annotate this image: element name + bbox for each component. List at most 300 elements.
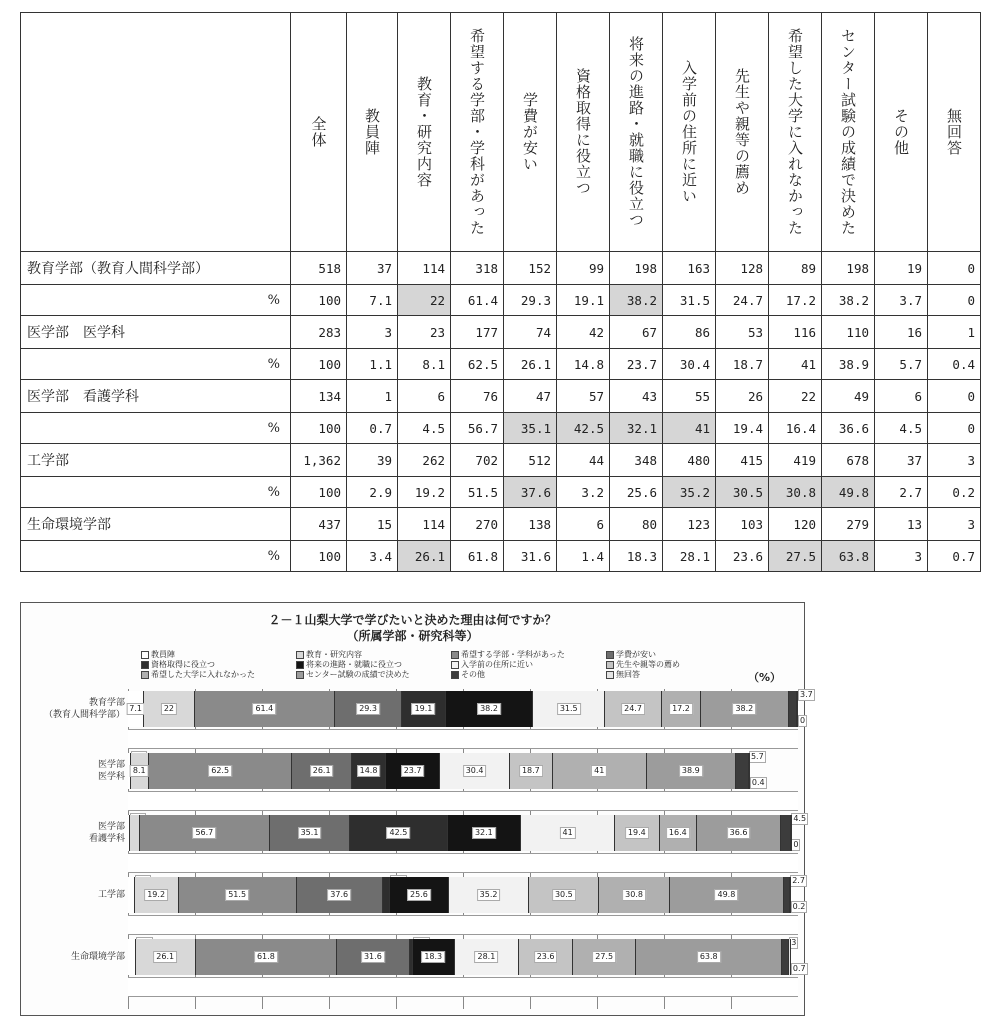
- legend-label: 先生や親等の薦め: [616, 660, 680, 669]
- count-cell: 22: [769, 380, 822, 413]
- count-cell: 37: [875, 444, 928, 477]
- count-cell: 415: [716, 444, 769, 477]
- percent-label: %: [21, 285, 291, 316]
- legend-label: 資格取得に役立つ: [151, 660, 215, 669]
- percent-cell: 18.3: [610, 541, 663, 572]
- bar-segment: [791, 815, 792, 851]
- percent-cell: 35.1: [504, 413, 557, 444]
- bar-segment: [140, 815, 270, 851]
- data-label: 23.6: [534, 951, 558, 963]
- bar-segment: [553, 753, 647, 789]
- bar-segment: [533, 691, 605, 727]
- bar-segment: [697, 815, 781, 851]
- legend-swatch: [141, 651, 149, 659]
- row-label: 教育学部（教育人間科学部）: [21, 252, 291, 285]
- data-label: 35.1: [298, 827, 322, 839]
- grid-band: [128, 853, 798, 873]
- bar-segment: [789, 691, 797, 727]
- data-label: 41: [591, 765, 607, 777]
- data-label: 61.8: [254, 951, 278, 963]
- bar-segment: [352, 753, 386, 789]
- column-header-label: 先生や親等の薦め: [733, 68, 751, 196]
- percent-cell: 17.2: [769, 285, 822, 316]
- percent-cell: 25.6: [610, 477, 663, 508]
- percent-cell: 30.4: [663, 349, 716, 380]
- percent-cell: 14.8: [557, 349, 610, 380]
- data-label: 51.5: [225, 889, 249, 901]
- row-label: 医学部 看護学科: [21, 380, 291, 413]
- count-cell: 55: [663, 380, 716, 413]
- percent-cell: 32.1: [610, 413, 663, 444]
- column-header-label: 将来の進路・就職に役立つ: [627, 36, 645, 228]
- column-header: [398, 13, 451, 252]
- count-cell: 26: [716, 380, 769, 413]
- bar-row: [128, 753, 798, 789]
- column-header-label: 無回答: [945, 108, 963, 156]
- bar-segment: [797, 691, 798, 727]
- legend-item: [296, 669, 410, 680]
- bar-segment: [440, 753, 510, 789]
- data-label: 3.7: [800, 690, 813, 699]
- count-cell: 702: [451, 444, 504, 477]
- data-label: 0: [800, 716, 806, 725]
- percent-cell: 24.7: [716, 285, 769, 316]
- plot-area: [128, 689, 813, 1009]
- bar-segment: [662, 691, 701, 727]
- data-label: 0: [793, 840, 799, 849]
- percent-cell: 37.6: [504, 477, 557, 508]
- count-cell: 110: [822, 316, 875, 349]
- percent-cell: 56.7: [451, 413, 504, 444]
- percent-cell: 29.3: [504, 285, 557, 316]
- category-label-line: 生命環境学部: [70, 952, 125, 962]
- data-label: 30.4: [463, 765, 487, 777]
- data-label: 3: [791, 938, 797, 947]
- percent-cell: 4.5: [398, 413, 451, 444]
- percent-cell: 30.8: [769, 477, 822, 508]
- count-cell: 114: [398, 252, 451, 285]
- legend-label: センター試験の成績で決めた: [306, 670, 410, 679]
- legend-swatch: [451, 671, 459, 679]
- data-label: 28.1: [474, 951, 498, 963]
- legend-swatch: [451, 651, 459, 659]
- percent-cell: 23.7: [610, 349, 663, 380]
- percent-cell: 61.4: [451, 285, 504, 316]
- percent-cell: 0.7: [928, 541, 981, 572]
- data-label: 27.5: [592, 951, 616, 963]
- count-cell: 116: [769, 316, 822, 349]
- count-cell: 152: [504, 252, 557, 285]
- percent-label: %: [21, 541, 291, 572]
- table-row-count: [21, 444, 981, 477]
- chart-title: ２－１山梨大学で学びたいと決めた理由は何ですか？: [268, 613, 557, 627]
- column-header: [822, 13, 875, 252]
- bar-segment: [128, 691, 144, 727]
- bar-row: [128, 814, 807, 851]
- data-label: 19.4: [625, 827, 649, 839]
- count-cell: 114: [398, 508, 451, 541]
- bar-segment: [670, 877, 784, 913]
- count-cell: 138: [504, 508, 557, 541]
- bar-segment: [413, 939, 455, 975]
- column-header: [291, 13, 347, 252]
- category-label-line: 医学部: [97, 822, 125, 832]
- percent-cell: 3.4: [347, 541, 398, 572]
- percent-cell: 0: [928, 285, 981, 316]
- table-row-percent: [21, 285, 981, 316]
- bar-segment: [335, 691, 402, 727]
- column-header-label: 教育・研究内容: [415, 76, 433, 188]
- bar-segment: [386, 753, 440, 789]
- percent-cell: 51.5: [451, 477, 504, 508]
- data-label: 5.7: [750, 752, 764, 761]
- bar-segment: [297, 877, 383, 913]
- column-header-label: 希望する学部・学科があった: [468, 28, 486, 236]
- percent-cell: 41: [769, 349, 822, 380]
- data-label: 0.2: [792, 902, 806, 911]
- column-header: [663, 13, 716, 252]
- legend-label: 教育・研究内容: [306, 650, 362, 659]
- bar-segment: [573, 939, 636, 975]
- data-label: 8.1: [130, 765, 149, 777]
- data-label: 7.1: [126, 703, 145, 715]
- row-label: 生命環境学部: [21, 508, 291, 541]
- category-label: [41, 889, 125, 901]
- bar-segment: [149, 753, 292, 789]
- bar-segment: [701, 691, 788, 727]
- table-corner: [21, 13, 291, 252]
- bar-segment: [521, 815, 615, 851]
- data-label: 37.6: [327, 889, 351, 901]
- table-body: [21, 252, 981, 572]
- bar-segment: [136, 939, 196, 975]
- column-header: [451, 13, 504, 252]
- percent-cell: 61.8: [451, 541, 504, 572]
- column-header: [769, 13, 822, 252]
- legend-item: [451, 669, 485, 680]
- percent-cell: 18.7: [716, 349, 769, 380]
- count-cell: 0: [928, 380, 981, 413]
- count-cell: 80: [610, 508, 663, 541]
- column-header-label: 学費が安い: [521, 92, 539, 172]
- bar-segment: [337, 939, 409, 975]
- bar-segment: [599, 877, 670, 913]
- count-cell: 348: [610, 444, 663, 477]
- bar-segment: [781, 815, 791, 851]
- category-label-line: 工学部: [97, 890, 125, 900]
- percent-cell: 41: [663, 413, 716, 444]
- grid-band: [128, 977, 798, 997]
- bar-segment: [519, 939, 573, 975]
- count-cell: 19: [875, 252, 928, 285]
- category-label-line: 医学科: [97, 772, 125, 782]
- table-row-percent: [21, 413, 981, 444]
- bar-segment: [789, 939, 791, 975]
- data-label: 23.7: [401, 765, 425, 777]
- count-cell: 279: [822, 508, 875, 541]
- percent-cell: 0.4: [928, 349, 981, 380]
- count-cell: 99: [557, 252, 610, 285]
- percent-cell: 31.6: [504, 541, 557, 572]
- bar-segment: [390, 877, 449, 913]
- percent-cell: 30.5: [716, 477, 769, 508]
- bar-row: [128, 938, 806, 975]
- data-label: 29.3: [356, 703, 380, 715]
- category-label: [41, 759, 125, 783]
- column-header: [716, 13, 769, 252]
- count-cell: 44: [557, 444, 610, 477]
- column-header-label: 資格取得に役立つ: [574, 68, 592, 196]
- bar-row: [128, 690, 813, 727]
- table-row-percent: [21, 541, 981, 572]
- bar-segment: [179, 877, 297, 913]
- data-label: 30.5: [552, 889, 576, 901]
- column-header: [347, 13, 398, 252]
- percent-cell: 63.8: [822, 541, 875, 572]
- percent-cell: 1.4: [557, 541, 610, 572]
- table-row-percent: [21, 477, 981, 508]
- percent-cell: 19.2: [398, 477, 451, 508]
- count-cell: 3: [347, 316, 398, 349]
- bar-segment: [605, 691, 662, 727]
- table-header-row: [21, 13, 981, 252]
- count-cell: 480: [663, 444, 716, 477]
- bar-segment: [350, 815, 447, 851]
- percent-cell: 38.2: [822, 285, 875, 316]
- bar-segment: [529, 877, 599, 913]
- percent-cell: 8.1: [398, 349, 451, 380]
- percent-cell: 38.2: [610, 285, 663, 316]
- percent-cell: 19.1: [557, 285, 610, 316]
- percent-cell: 100: [291, 477, 347, 508]
- count-cell: 53: [716, 316, 769, 349]
- data-label: 63.8: [697, 951, 721, 963]
- bar-row: [128, 876, 806, 913]
- bar-segment: [196, 939, 338, 975]
- count-cell: 134: [291, 380, 347, 413]
- percent-cell: 27.5: [769, 541, 822, 572]
- data-label: 4.5: [793, 814, 807, 823]
- count-cell: 67: [610, 316, 663, 349]
- count-cell: 518: [291, 252, 347, 285]
- data-label: 26.1: [310, 765, 334, 777]
- data-label: 0.4: [751, 778, 765, 787]
- data-label: 22: [161, 703, 177, 715]
- bar-segment: [402, 691, 446, 727]
- grid-band: [128, 915, 798, 935]
- percent-cell: 35.2: [663, 477, 716, 508]
- legend-swatch: [606, 671, 614, 679]
- legend-label: 無回答: [616, 670, 640, 679]
- data-label: 19.2: [144, 889, 168, 901]
- percent-cell: 7.1: [347, 285, 398, 316]
- count-cell: 123: [663, 508, 716, 541]
- percent-cell: 100: [291, 541, 347, 572]
- percent-cell: 49.8: [822, 477, 875, 508]
- data-label: 17.2: [669, 703, 693, 715]
- count-cell: 15: [347, 508, 398, 541]
- bar-segment: [510, 753, 553, 789]
- percent-cell: 31.5: [663, 285, 716, 316]
- count-cell: 16: [875, 316, 928, 349]
- bar-segment: [195, 691, 336, 727]
- bar-segment: [128, 877, 135, 913]
- count-cell: 37: [347, 252, 398, 285]
- percent-cell: 16.4: [769, 413, 822, 444]
- count-cell: 86: [663, 316, 716, 349]
- percent-cell: 4.5: [875, 413, 928, 444]
- count-cell: 283: [291, 316, 347, 349]
- percent-label: %: [21, 413, 291, 444]
- bar-segment: [135, 877, 179, 913]
- bar-segment: [270, 815, 350, 851]
- bar-segment: [455, 939, 519, 975]
- count-cell: 419: [769, 444, 822, 477]
- bar-segment: [128, 939, 136, 975]
- legend-swatch: [141, 671, 149, 679]
- count-cell: 1: [928, 316, 981, 349]
- bar-segment: [130, 815, 140, 851]
- count-cell: 198: [822, 252, 875, 285]
- row-label: 工学部: [21, 444, 291, 477]
- data-label: 56.7: [192, 827, 216, 839]
- count-cell: 13: [875, 508, 928, 541]
- table-row-percent: [21, 349, 981, 380]
- percent-cell: 42.5: [557, 413, 610, 444]
- column-header: [875, 13, 928, 252]
- data-label: 18.7: [519, 765, 543, 777]
- data-label: 38.9: [679, 765, 703, 777]
- count-cell: 270: [451, 508, 504, 541]
- data-label: 62.5: [208, 765, 232, 777]
- count-cell: 128: [716, 252, 769, 285]
- data-label: 61.4: [252, 703, 276, 715]
- column-header-label: 入学前の住所に近い: [680, 60, 698, 204]
- count-cell: 49: [822, 380, 875, 413]
- category-label-line: 教育学部: [88, 698, 125, 708]
- legend-label: その他: [461, 670, 485, 679]
- data-label: 16.4: [666, 827, 690, 839]
- count-cell: 76: [451, 380, 504, 413]
- percent-cell: 26.1: [504, 349, 557, 380]
- bar-segment: [131, 753, 150, 789]
- table-row-count: [21, 380, 981, 413]
- count-cell: 198: [610, 252, 663, 285]
- legend-label: 希望する学部・学科があった: [461, 650, 565, 659]
- percent-cell: 3.7: [875, 285, 928, 316]
- count-cell: 318: [451, 252, 504, 285]
- table-row-count: [21, 316, 981, 349]
- bar-segment: [292, 753, 352, 789]
- count-cell: 3: [928, 444, 981, 477]
- data-label: 30.8: [622, 889, 646, 901]
- count-cell: 103: [716, 508, 769, 541]
- bar-segment: [144, 691, 194, 727]
- bar-segment: [782, 939, 789, 975]
- chart-unit: （%）: [748, 671, 782, 684]
- category-label-line: 医学部: [97, 760, 125, 770]
- data-label: 24.7: [621, 703, 645, 715]
- count-cell: 74: [504, 316, 557, 349]
- percent-label: %: [21, 477, 291, 508]
- count-cell: 120: [769, 508, 822, 541]
- bar-segment: [615, 815, 659, 851]
- data-label: 41: [560, 827, 576, 839]
- legend-swatch: [606, 661, 614, 669]
- percent-cell: 100: [291, 413, 347, 444]
- column-header-label: 全体: [309, 116, 328, 148]
- data-label: 36.6: [727, 827, 751, 839]
- percent-cell: 38.9: [822, 349, 875, 380]
- data-label: 25.6: [407, 889, 431, 901]
- data-label: 31.6: [361, 951, 385, 963]
- bar-segment: [383, 877, 390, 913]
- legend-label: 学費が安い: [616, 650, 656, 659]
- count-cell: 1: [347, 380, 398, 413]
- percent-cell: 1.1: [347, 349, 398, 380]
- count-cell: 437: [291, 508, 347, 541]
- column-header-label: その他: [892, 108, 910, 156]
- bar-segment: [790, 877, 791, 913]
- data-label: 35.2: [477, 889, 501, 901]
- legend-label: 将来の進路・就職に役立つ: [306, 660, 402, 669]
- bar-segment: [647, 753, 736, 789]
- bar-segment: [449, 877, 530, 913]
- percent-cell: 62.5: [451, 349, 504, 380]
- percent-cell: 100: [291, 349, 347, 380]
- column-header-label: 希望した大学に入れなかった: [786, 28, 804, 236]
- percent-cell: 100: [291, 285, 347, 316]
- count-cell: 1,362: [291, 444, 347, 477]
- column-header: [504, 13, 557, 252]
- category-label-line: 看護学科: [88, 834, 125, 844]
- category-label: [41, 821, 125, 845]
- data-label: 2.7: [792, 876, 805, 885]
- survey-table: [20, 12, 981, 572]
- count-cell: 0: [928, 252, 981, 285]
- legend-item: [141, 669, 255, 680]
- stacked-bar-chart: [20, 602, 813, 1016]
- legend-swatch: [296, 651, 304, 659]
- grid-band: [128, 729, 798, 749]
- legend-swatch: [296, 671, 304, 679]
- count-cell: 678: [822, 444, 875, 477]
- column-header: [610, 13, 663, 252]
- column-header: [928, 13, 981, 252]
- percent-cell: 3: [875, 541, 928, 572]
- percent-cell: 36.6: [822, 413, 875, 444]
- count-cell: 57: [557, 380, 610, 413]
- legend-label: 教員陣: [151, 650, 175, 659]
- row-label: 医学部 医学科: [21, 316, 291, 349]
- legend-item: [606, 669, 640, 680]
- percent-cell: 19.4: [716, 413, 769, 444]
- grid-band: [128, 791, 798, 811]
- percent-cell: 22: [398, 285, 451, 316]
- count-cell: 512: [504, 444, 557, 477]
- percent-label: %: [21, 349, 291, 380]
- count-cell: 6: [398, 380, 451, 413]
- column-header-label: センター試験の成績で決めた: [839, 28, 857, 236]
- count-cell: 163: [663, 252, 716, 285]
- count-cell: 23: [398, 316, 451, 349]
- count-cell: 6: [875, 380, 928, 413]
- count-cell: 42: [557, 316, 610, 349]
- category-label: [41, 951, 125, 963]
- legend-label: 希望した大学に入れなかった: [151, 670, 255, 679]
- data-label: 32.1: [472, 827, 496, 839]
- percent-cell: 0.2: [928, 477, 981, 508]
